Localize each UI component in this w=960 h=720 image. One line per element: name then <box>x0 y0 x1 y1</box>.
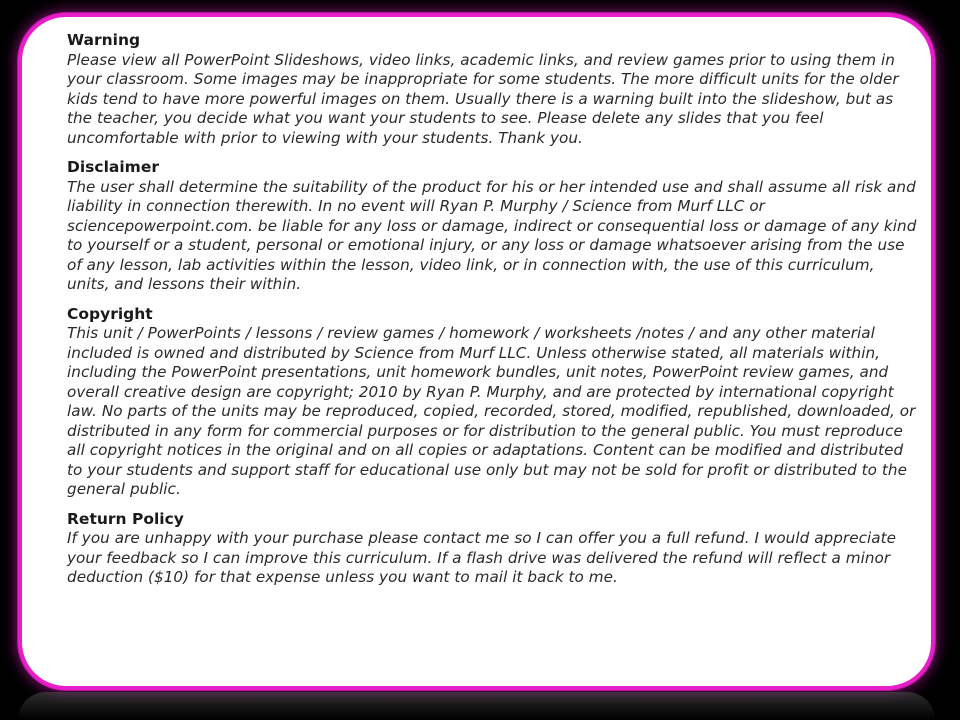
warning-heading: Warning <box>67 31 141 49</box>
slide-reflection <box>18 692 935 720</box>
slide-card <box>18 13 935 690</box>
warning-text: Please view all PowerPoint Slideshows, video links, academic links, and review games prior to using them in your classroom. Some images may be inappropriate for some students. The more difficult units for the older kids tend to have more powerful images on them. Usually there is a warning built into the slideshow, but as the teacher, you decide what you want your students to see. Please delete any slides that you feel uncomfortable with prior to viewing with your students. Thank you. <box>67 50 899 147</box>
copyright-heading: Copyright <box>67 304 153 323</box>
disclaimer-heading: Disclaimer <box>67 158 159 176</box>
copyright-text: This unit / PowerPoints / lessons / review games / homework / worksheets /notes / and any other material included is owned and distributed by Science from Murf LLC. Unless otherwise stated, all materials within, including the PowerPoint presentations, unit homework bundles, unit notes, PowerPoint review games, and overall creative design are copyright; 2010 by Ryan P. Murphy, and are protected by international copyright law. No parts of the units may be reproduced, copied, recorded, stored, modified, republished, downloaded, or distributed in any form for commercial purposes or for distribution to the general public. You must reproduce all copyright notices in the original and on all copies or adaptations. Content can be modified and distributed to your students and support staff for educational use only but may not be sold for profit or distributed to the general public. <box>67 324 916 498</box>
disclaimer-text: The user shall determine the suitability of the product for his or her intended use and shall assume all risk and liability in connection therewith. In no event will Ryan P. Murphy / Science from Murf LLC or sciencepowerpoint.com. be liable for any loss or damage, indirect or consequential loss or damage of any kind to yourself or a student, personal or emotional injury, or any loss or damage whatsoever arising from the use of any lesson, lab activities within the lesson, video link, or in connection with, the use of this curriculum, units, and lessons their within. <box>67 177 917 293</box>
return-policy-heading: Return Policy <box>67 509 184 528</box>
copyright-section <box>67 305 917 500</box>
slide-content <box>67 31 917 598</box>
return-policy-text: If you are unhappy with your purchase please contact me so I can offer you a full refund. I would appreciate your feedback so I can improve this curriculum. If a flash drive was delivered the refund will reflect a minor deduction ($10) for that expense unless you want to mail it back to me. <box>67 529 897 586</box>
return-policy-section <box>67 510 917 588</box>
disclaimer-section <box>67 158 917 295</box>
warning-section <box>67 31 917 148</box>
